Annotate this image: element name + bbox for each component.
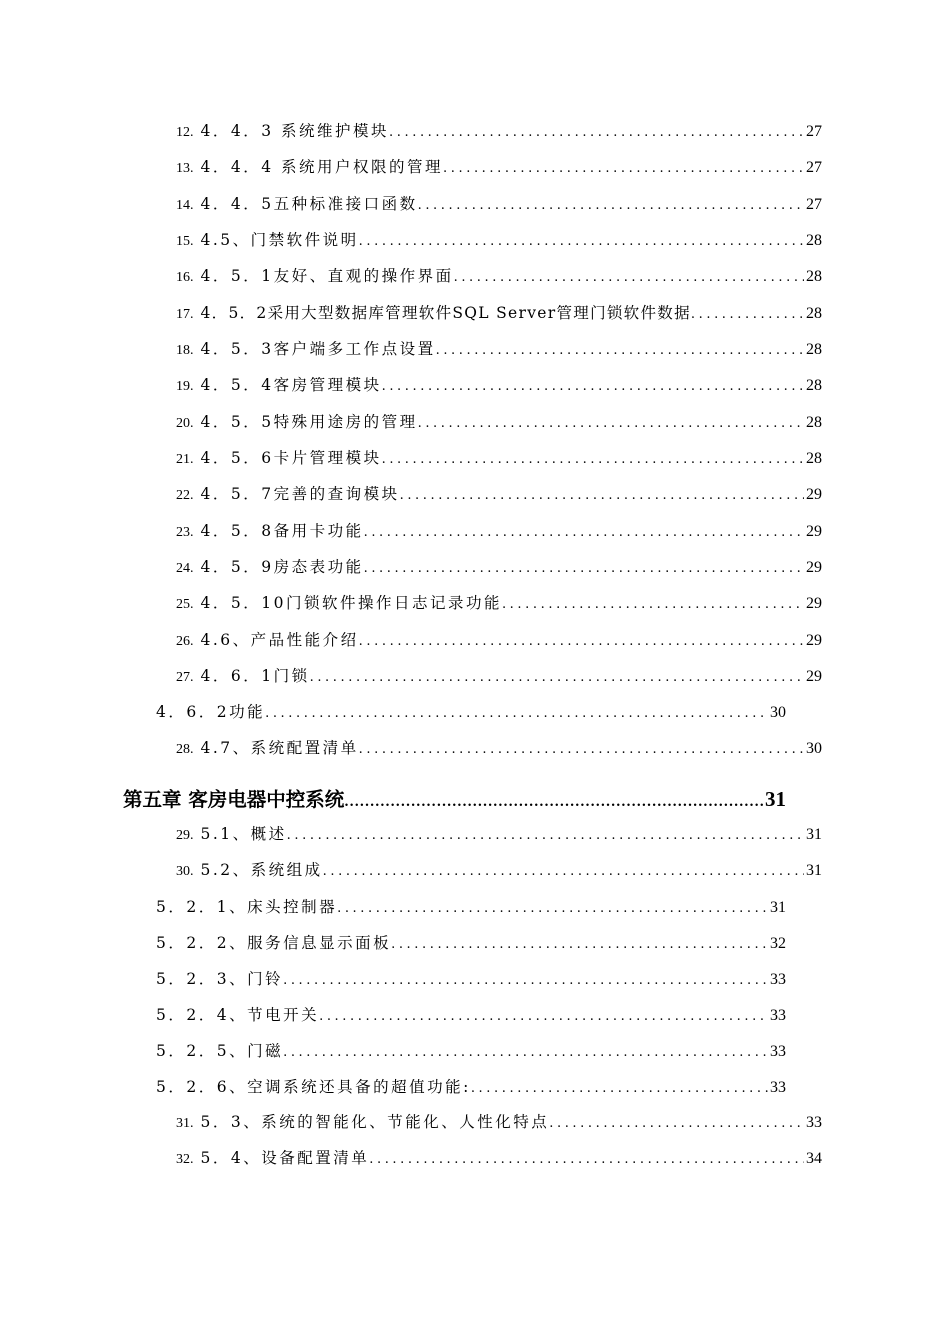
toc-entry[interactable] (176, 120, 822, 142)
toc-entry-number: 24. (176, 561, 194, 576)
dot-leader (391, 934, 768, 956)
toc-entry[interactable] (176, 823, 822, 845)
dot-leader (283, 970, 768, 992)
dot-leader (310, 667, 804, 689)
toc-entry[interactable] (156, 968, 786, 990)
toc-entry-title: 4.6、产品性能介绍 (200, 631, 359, 649)
toc-entry[interactable] (176, 411, 822, 433)
dot-leader (471, 1078, 768, 1100)
toc-entry-page: 30 (806, 740, 822, 757)
toc-entry-number: 12. (176, 125, 194, 140)
toc-entry-number: 30. (176, 864, 194, 879)
toc-entry[interactable] (176, 629, 822, 651)
chapter-page: 31 (765, 787, 786, 811)
dot-leader (359, 631, 804, 653)
toc-entry-number: 25. (176, 597, 194, 612)
toc-entry-number: 28. (176, 742, 194, 757)
toc-entry-title: 5．2．6、空调系统还具备的超值功能: (156, 1078, 471, 1096)
toc-entry-page: 29 (806, 595, 822, 612)
toc-entry-title: 4．6．1门锁 (200, 667, 310, 685)
dot-leader (337, 898, 768, 920)
dot-leader (691, 304, 804, 326)
toc-entry-title: 4．5．7完善的查询模块 (200, 485, 400, 503)
toc-entry[interactable] (156, 1004, 786, 1026)
dot-leader (400, 485, 804, 507)
toc-entry[interactable] (176, 229, 822, 251)
toc-entry-number: 13. (176, 161, 194, 176)
toc-entry[interactable] (156, 896, 786, 918)
toc-entry-title: 5．2．5、门磁 (156, 1042, 284, 1060)
toc-entry-number: 20. (176, 416, 194, 431)
toc-entry-page: 33 (770, 971, 786, 988)
toc-entry-page: 31 (770, 899, 786, 916)
toc-entry-page: 33 (770, 1079, 786, 1096)
toc-entry-number: 31. (176, 1116, 194, 1131)
toc-entry[interactable] (176, 338, 822, 360)
toc-entry-number: 15. (176, 234, 194, 249)
dot-leader (323, 861, 804, 883)
toc-entry[interactable] (176, 1147, 822, 1169)
dot-leader (287, 825, 804, 847)
dot-leader (502, 594, 804, 616)
toc-entry[interactable] (176, 483, 822, 505)
toc-entry-page: 32 (770, 935, 786, 952)
toc-entry[interactable] (156, 1040, 786, 1062)
toc-entry-page: 28 (806, 377, 822, 394)
toc-entry[interactable] (176, 859, 822, 881)
toc-entry[interactable] (176, 302, 822, 324)
toc-entry[interactable] (176, 520, 822, 542)
dot-leader (382, 449, 804, 471)
dot-leader (265, 703, 768, 725)
toc-entry[interactable] (176, 1111, 822, 1133)
toc-entry[interactable] (176, 556, 822, 578)
toc-entry-page: 28 (806, 450, 822, 467)
toc-entry-title: 5．2．3、门铃 (156, 970, 284, 988)
toc-entry-page: 27 (806, 159, 822, 176)
toc-entry[interactable] (176, 592, 822, 614)
toc-entry-title: 4．5．6卡片管理模块 (200, 449, 382, 467)
toc-entry-number: 17. (176, 307, 194, 322)
dot-leader (454, 267, 804, 289)
toc-entry-title: 4．4．5五种标准接口函数 (200, 195, 418, 213)
dot-leader (359, 231, 804, 253)
chapter-heading[interactable] (123, 786, 786, 812)
toc-entry-page: 27 (806, 123, 822, 140)
toc-entry-page: 28 (806, 414, 822, 431)
toc-entry[interactable] (156, 701, 786, 723)
toc-entry-number: 18. (176, 343, 194, 358)
toc-entry-number: 23. (176, 525, 194, 540)
toc-entry-number: 29. (176, 828, 194, 843)
toc-entry[interactable] (176, 665, 822, 687)
toc-entry-title: 5．3、系统的智能化、节能化、人性化特点 (200, 1113, 550, 1131)
toc-entry[interactable] (176, 447, 822, 469)
toc-entry-title: 4.7、系统配置清单 (200, 739, 359, 757)
toc-entry-number: 27. (176, 670, 194, 685)
toc-entry-title: 4.5、门禁软件说明 (200, 231, 359, 249)
toc-entry-number: 16. (176, 270, 194, 285)
toc-entry-page: 33 (806, 1114, 822, 1131)
dot-leader (549, 1113, 804, 1135)
toc-entry-page: 27 (806, 196, 822, 213)
toc-entry-title: 4．4．3 系统维护模块 (200, 122, 390, 140)
toc-entry-page: 34 (806, 1150, 822, 1167)
toc-entry[interactable] (176, 193, 822, 215)
toc-entry-page: 29 (806, 632, 822, 649)
toc-entry-page: 31 (806, 862, 822, 879)
dot-leader (418, 413, 804, 435)
dot-leader (364, 522, 804, 544)
dot-leader (283, 1042, 768, 1064)
toc-entry-page: 29 (806, 668, 822, 685)
toc-entry-title: 5.1、概述 (200, 825, 287, 843)
toc-entry-title: 5．2．1、床头控制器 (156, 898, 338, 916)
toc-entry[interactable] (156, 1076, 786, 1098)
toc-entry-title: 5．4、设备配置清单 (200, 1149, 370, 1167)
toc-entry-title: 4．5．5特殊用途房的管理 (200, 413, 418, 431)
dot-leader (369, 1149, 804, 1171)
toc-entry-page: 31 (806, 826, 822, 843)
toc-entry-page: 29 (806, 523, 822, 540)
toc-entry-title: 4．6．2功能 (156, 703, 266, 721)
dot-leader (382, 376, 804, 398)
toc-entry-page: 28 (806, 268, 822, 285)
toc-entry-page: 33 (770, 1043, 786, 1060)
dot-leader (344, 790, 763, 816)
chapter-title: 第五章 客房电器中控系统 (123, 788, 345, 811)
toc-entry[interactable] (176, 156, 822, 178)
toc-entry[interactable] (176, 265, 822, 287)
toc-entry-title: 4．5．3客户端多工作点设置 (200, 340, 436, 358)
toc-entry-page: 29 (806, 559, 822, 576)
dot-leader (319, 1006, 768, 1028)
toc-entry-title: 5.2、系统组成 (200, 861, 323, 879)
toc-entry-title: 5．2．4、节电开关 (156, 1006, 320, 1024)
toc-entry-page: 33 (770, 1007, 786, 1024)
toc-entry-number: 14. (176, 198, 194, 213)
toc-entry[interactable] (176, 737, 822, 759)
toc-entry-number: 21. (176, 452, 194, 467)
toc-entry-number: 32. (176, 1152, 194, 1167)
toc-entry-title: 4．5．10门锁软件操作日志记录功能 (200, 594, 502, 612)
toc-entry-number: 19. (176, 379, 194, 394)
toc-entry-page: 28 (806, 305, 822, 322)
toc-entry-title: 4．5．9房态表功能 (200, 558, 364, 576)
toc-entry-title: 4．5．1友好、直观的操作界面 (200, 267, 454, 285)
dot-leader (418, 195, 804, 217)
toc-entry-title: 4．5．8备用卡功能 (200, 522, 364, 540)
toc-entry[interactable] (156, 932, 786, 954)
dot-leader (359, 739, 804, 761)
dot-leader (443, 158, 804, 180)
toc-entry-title: 5．2．2、服务信息显示面板 (156, 934, 392, 952)
toc-entry-number: 22. (176, 488, 194, 503)
toc-entry-title: 4．5．2采用大型数据库管理软件SQL Server管理门锁软件数据 (200, 304, 691, 322)
toc-entry-page: 29 (806, 486, 822, 503)
toc-entry-title: 4．4．4 系统用户权限的管理 (200, 158, 444, 176)
toc-entry-title: 4．5．4客房管理模块 (200, 376, 382, 394)
toc-entry-page: 30 (770, 704, 786, 721)
dot-leader (389, 122, 804, 144)
dot-leader (364, 558, 804, 580)
toc-entry-number: 26. (176, 634, 194, 649)
dot-leader (436, 340, 804, 362)
toc-entry-page: 28 (806, 341, 822, 358)
toc-entry[interactable] (176, 374, 822, 396)
toc-entry-page: 28 (806, 232, 822, 249)
